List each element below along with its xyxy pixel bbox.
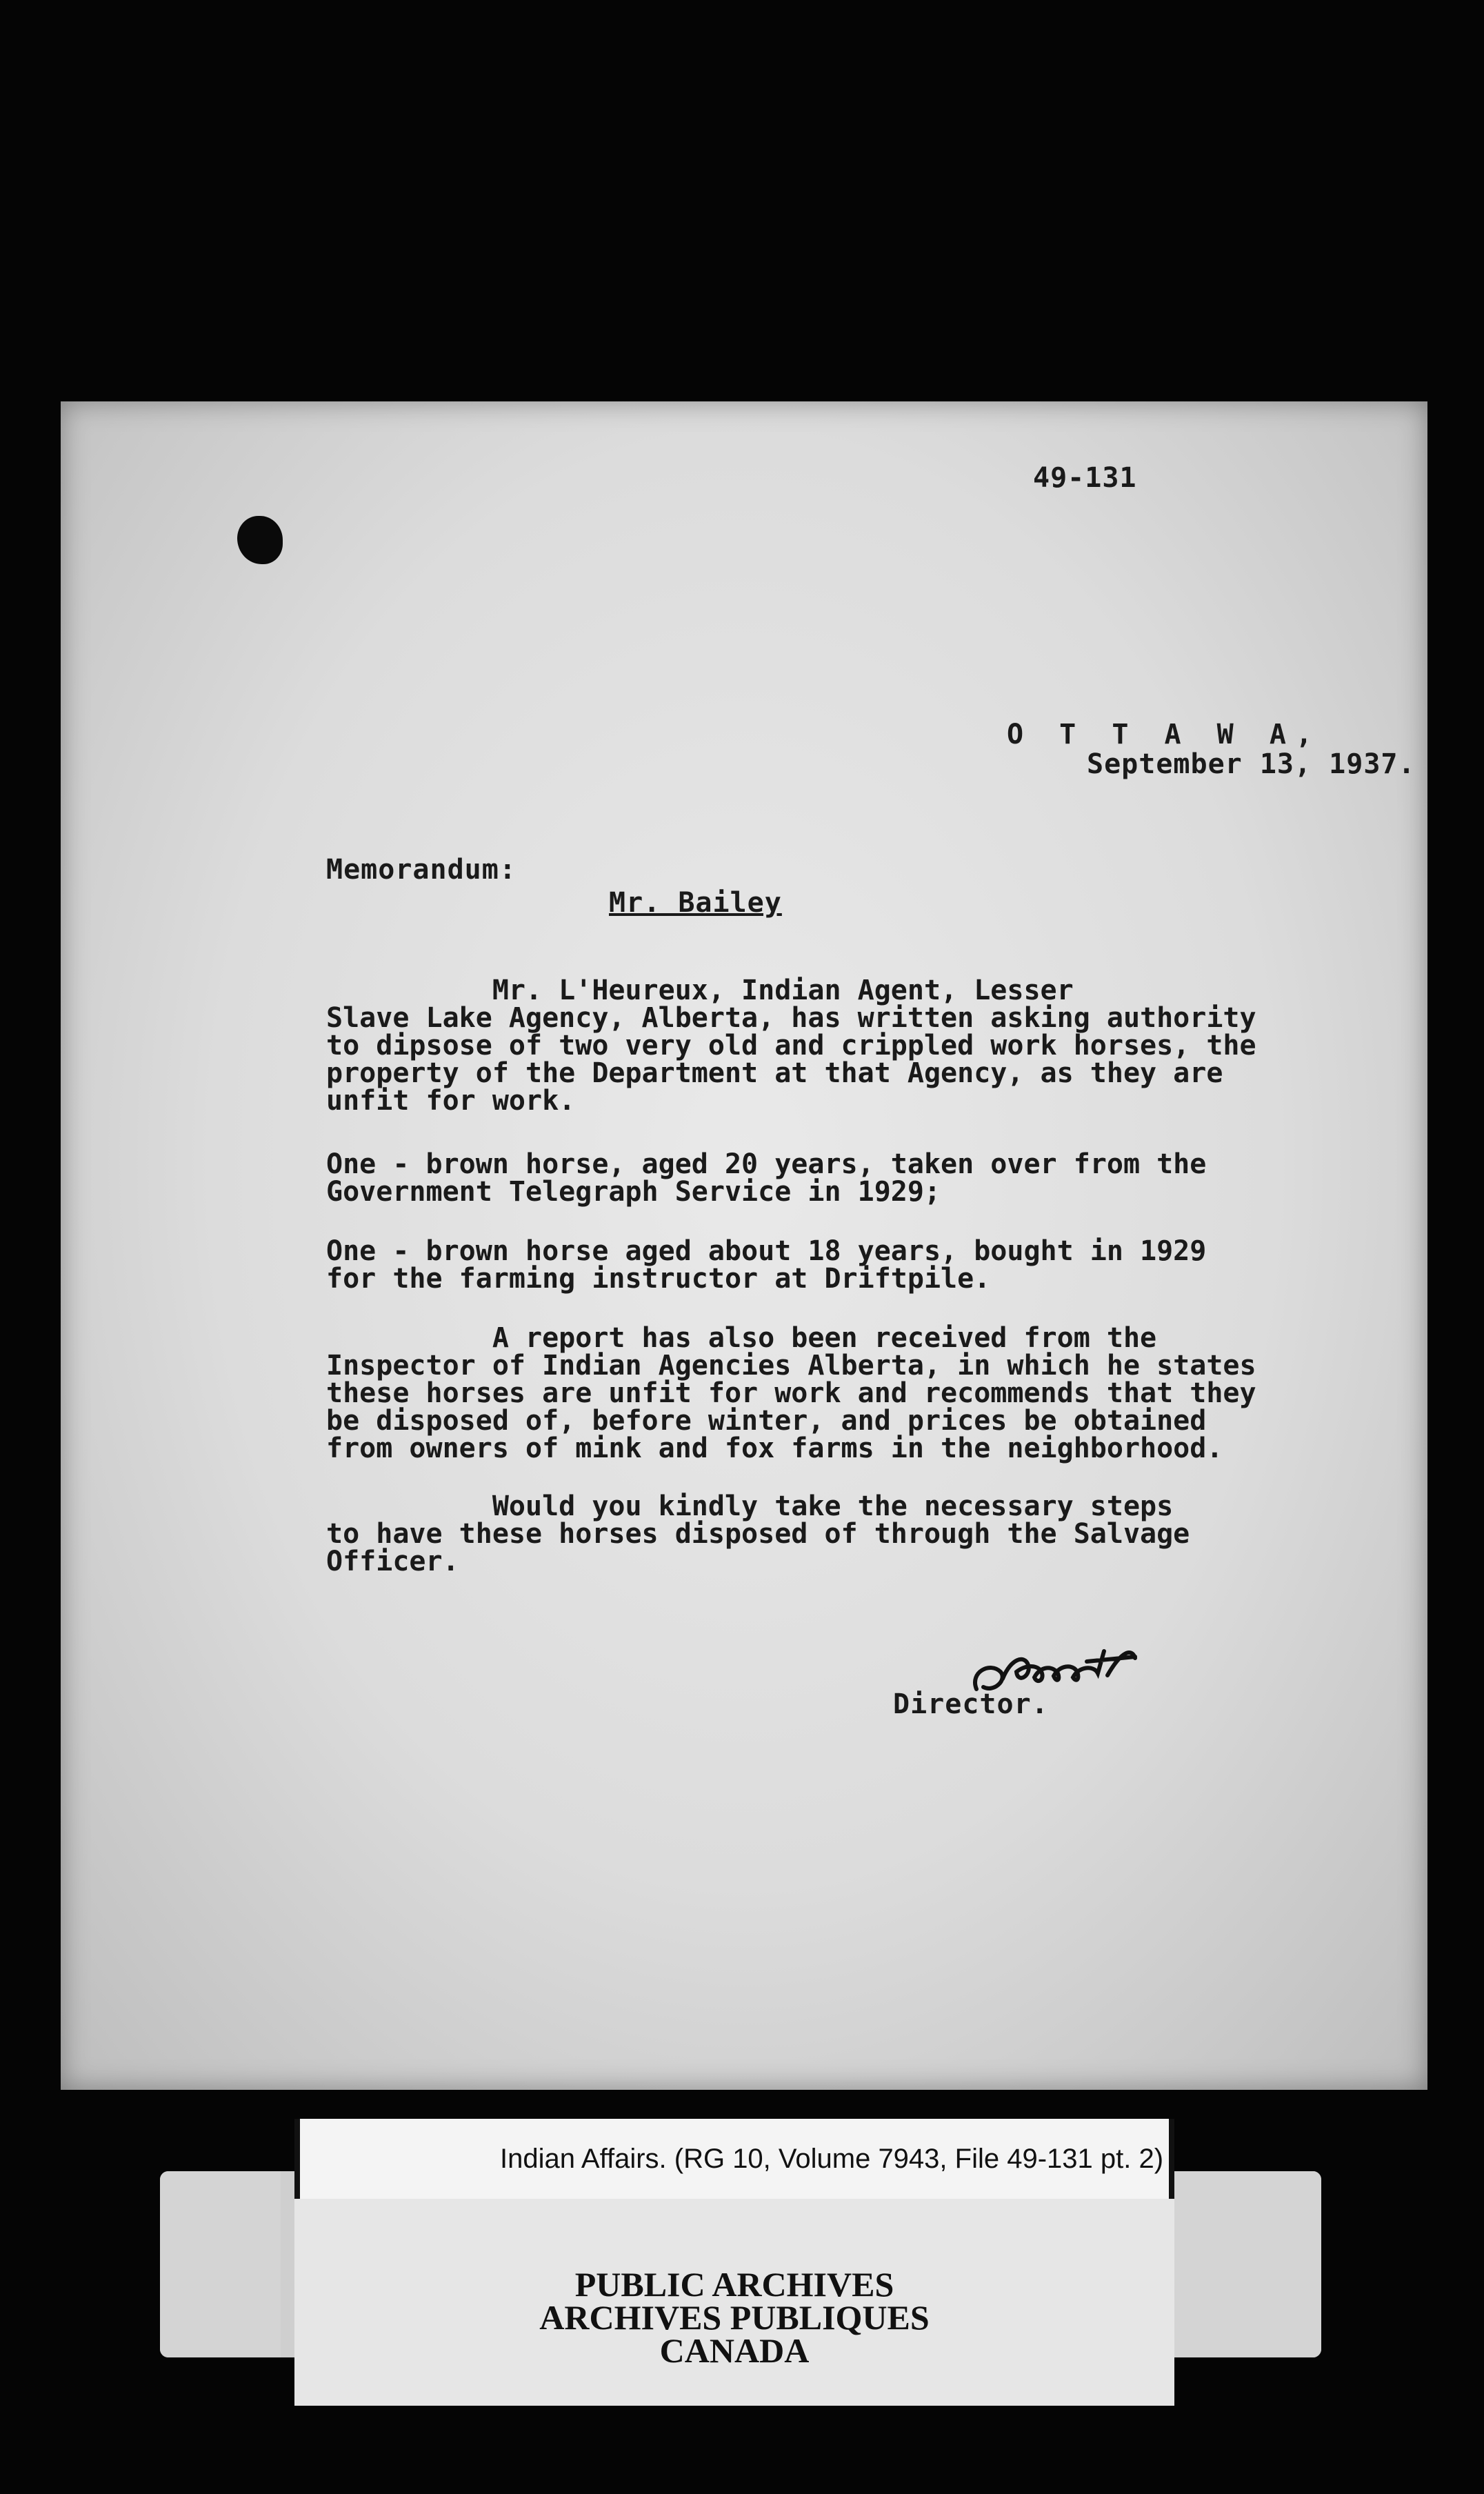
paragraph-request-action xyxy=(326,1490,1374,1577)
text-line: Government Telegraph Service in 1929; xyxy=(326,1176,941,1208)
text-line: Officer. xyxy=(326,1546,459,1577)
file-number: 49-131 xyxy=(1033,462,1137,494)
archive-reference: Indian Affairs. (RG 10, Volume 7943, File 49-131 pt. 2) xyxy=(500,2144,1164,2174)
text-line: these horses are unfit for work and recommends that they xyxy=(326,1377,1256,1409)
paragraph-inspector-report xyxy=(326,1324,1374,1462)
memorandum-page xyxy=(61,401,1427,2090)
addressee: Mr. Bailey xyxy=(609,887,782,919)
text-line: One - brown horse aged about 18 years, bought in 1929 xyxy=(326,1235,1207,1267)
archive-line: CANADA xyxy=(659,2331,810,2370)
text-line: be disposed of, before winter, and prices be obtained xyxy=(326,1405,1207,1437)
text-line: One - brown horse, aged 20 years, taken over from the xyxy=(326,1148,1207,1180)
text-line: Mr. L'Heureux, Indian Agent, Lesser xyxy=(326,975,1074,1006)
label-right-tab xyxy=(1173,2171,1321,2357)
archive-label xyxy=(160,2119,1321,2406)
archive-line: ARCHIVES PUBLIQUES xyxy=(539,2298,930,2337)
memorandum-heading: Memorandum: xyxy=(326,854,517,886)
paragraph-horse-two xyxy=(326,1237,1374,1293)
text-line: to dipsose of two very old and crippled work horses, the xyxy=(326,1030,1256,1061)
text-line: Slave Lake Agency, Alberta, has written asking authority xyxy=(326,1002,1256,1034)
archive-name xyxy=(294,2265,1174,2370)
letter-date: September 13, 1937. xyxy=(1087,748,1416,780)
text-line: from owners of mink and fox farms in the neighborhood. xyxy=(326,1433,1223,1464)
paragraph-horse-one xyxy=(326,1150,1374,1206)
reference-strip xyxy=(294,2119,1174,2199)
punch-hole xyxy=(237,516,283,564)
text-line: to have these horses disposed of through the Salvage xyxy=(326,1518,1190,1550)
text-line: A report has also been received from the xyxy=(326,1322,1157,1354)
text-line: unfit for work. xyxy=(326,1085,576,1117)
text-line: for the farming instructor at Driftpile. xyxy=(326,1263,991,1295)
place-name: O T T A W A, xyxy=(1007,719,1322,750)
paragraph-request xyxy=(326,977,1374,1115)
archive-stamp xyxy=(294,2199,1174,2406)
text-line: Would you kindly take the necessary steps xyxy=(326,1490,1174,1522)
signature-title: Director. xyxy=(893,1688,1049,1720)
text-line: Inspector of Indian Agencies Alberta, in which he states xyxy=(326,1350,1256,1381)
text-line: property of the Department at that Agency, as they are xyxy=(326,1057,1223,1089)
label-left-tab xyxy=(160,2171,281,2357)
archive-line: PUBLIC ARCHIVES xyxy=(574,2265,894,2304)
